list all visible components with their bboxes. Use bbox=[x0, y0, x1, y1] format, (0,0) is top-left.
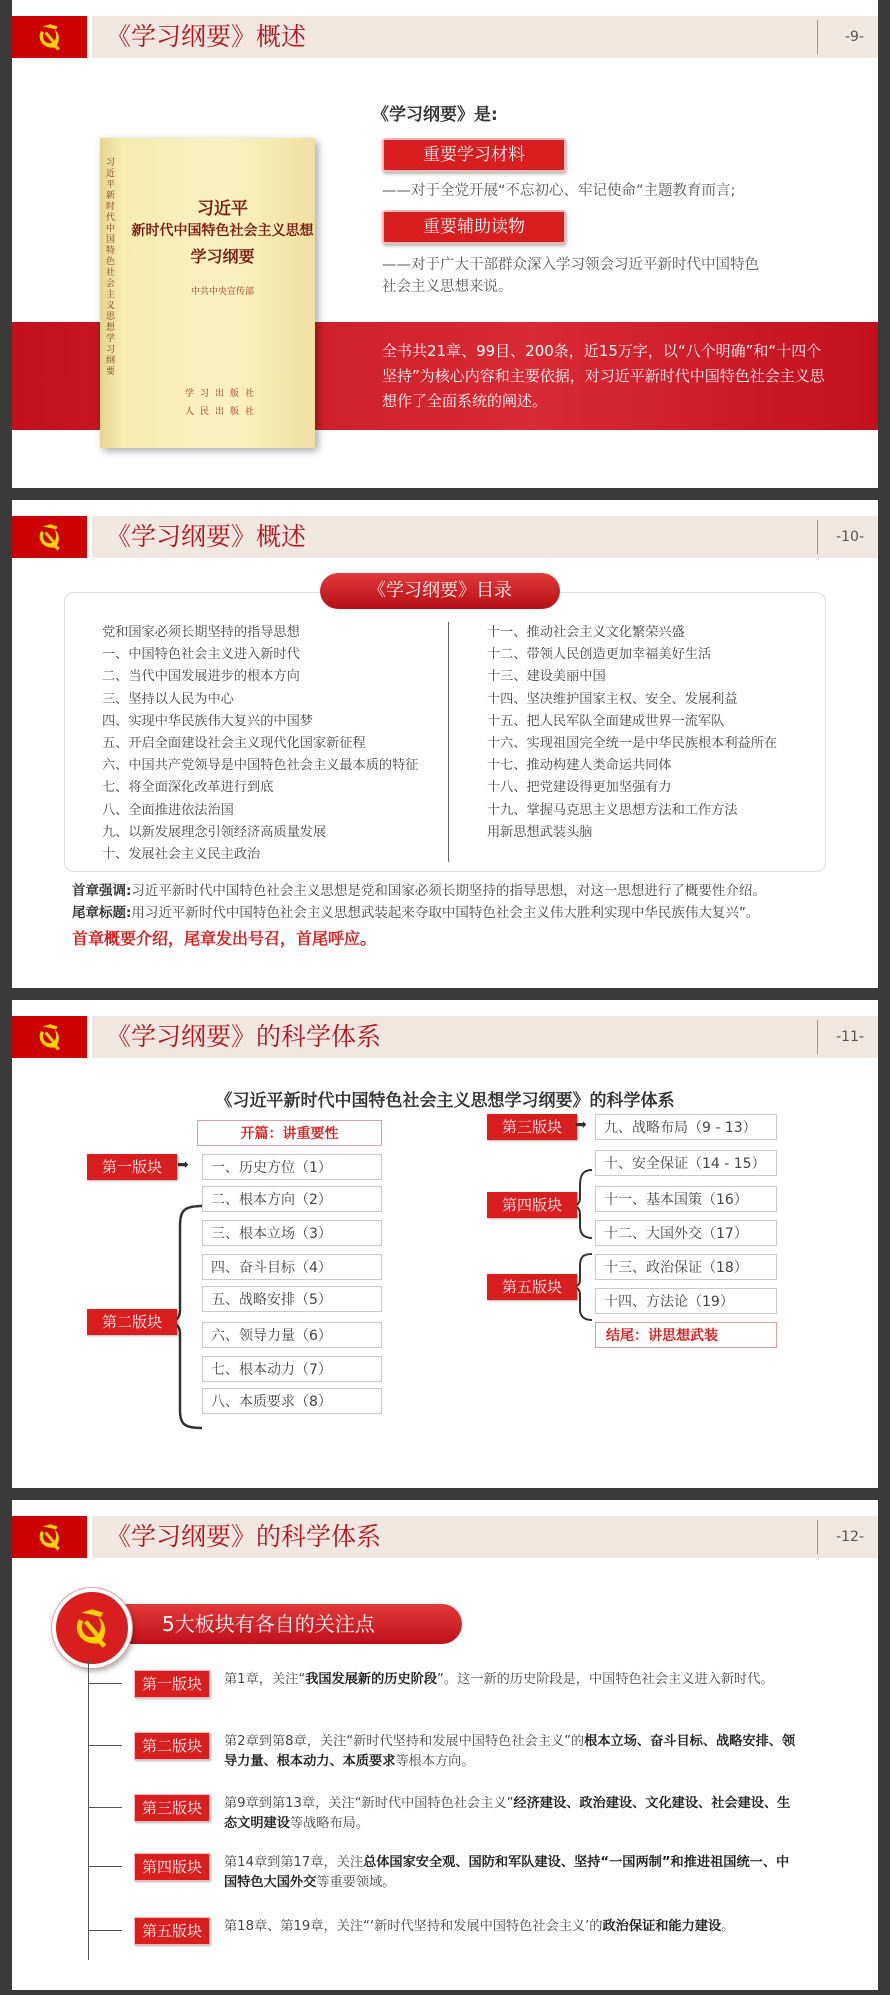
item-box: 一、历史方位（1） bbox=[202, 1154, 382, 1180]
connector-line bbox=[88, 1745, 122, 1746]
item-box: 四、奋斗目标（4） bbox=[202, 1254, 382, 1280]
page-number: -9- bbox=[844, 29, 864, 45]
toc-item: 十五、把人民军队全面建成世界一流军队 bbox=[487, 713, 725, 729]
party-emblem-icon bbox=[12, 16, 87, 58]
last-chapter-note bbox=[72, 902, 759, 924]
desc-bold: 总体国家安全观、国防和军队建设、坚持“一国两制”和推进祖国统一、中国特色大国外交 bbox=[224, 1855, 790, 1890]
toc-item: 十六、实现祖国完全统一是中华民族根本利益所在 bbox=[487, 736, 778, 752]
toc-title: 《学习纲要》目录 bbox=[320, 573, 560, 609]
toc-item: 六、中国共产党领导是中国特色社会主义最本质的特征 bbox=[102, 758, 419, 774]
tag-auxiliary-reading: 重要辅助读物 bbox=[382, 210, 566, 244]
book-press: 学习出版社 bbox=[184, 389, 260, 399]
toc-item: 十八、把党建设得更加坚强有力 bbox=[487, 780, 672, 796]
toc-divider bbox=[448, 622, 449, 862]
toc-item: 九、以新发展理念引领经济高质量发展 bbox=[102, 824, 327, 840]
summary-red-line: 首章概要介绍，尾章发出号召，首尾呼应。 bbox=[72, 929, 377, 948]
toc-item: 八、全面推进依法治国 bbox=[102, 802, 234, 818]
connector-line bbox=[88, 1930, 122, 1931]
desc-text: 第9章到第13章，关注“新时代中国特色社会主义” bbox=[224, 1796, 514, 1811]
system-heading: 《习近平新时代中国特色社会主义思想学习纲要》的科学体系 bbox=[215, 1091, 675, 1111]
toc-item: 三、坚持以人民为中心 bbox=[102, 691, 234, 707]
book-title-line: 新时代中国特色社会主义思想 bbox=[131, 223, 314, 239]
book-publisher: 中共中央宣传部 bbox=[190, 287, 254, 297]
item-box: 五、战略安排（5） bbox=[202, 1286, 382, 1312]
toc-item: 二、当代中国发展进步的根本方向 bbox=[102, 669, 300, 685]
block-2-tag: 第二版块 bbox=[87, 1309, 177, 1335]
arrow-right-icon: ➡ bbox=[177, 1157, 189, 1173]
connector-line bbox=[88, 1683, 122, 1684]
desc-text: 第14章到第17章，关注 bbox=[224, 1855, 364, 1870]
item-box: 六、领导力量（6） bbox=[202, 1322, 382, 1348]
toc-right-column bbox=[487, 622, 777, 844]
desc-text: 。 bbox=[721, 1919, 735, 1934]
desc-line: ——对于广大干部群众深入学习领会习近平新时代中国特色 bbox=[382, 257, 759, 273]
toc-item: 十三、建设美丽中国 bbox=[487, 669, 606, 685]
slide-title: 《学习纲要》的科学体系 bbox=[106, 1522, 382, 1551]
first-chapter-note bbox=[72, 880, 766, 902]
toc-item: 十一、推动社会主义文化繁荣兴盛 bbox=[487, 625, 685, 640]
desc-line: ——对于全党开展“不忘初心、牢记使命”主题教育而言; bbox=[382, 183, 736, 199]
connector-line bbox=[88, 1660, 89, 1960]
item-box: 八、本质要求（8） bbox=[202, 1388, 382, 1414]
block-desc bbox=[224, 1917, 799, 1937]
toc-item: 十四、坚决维护国家主权、安全、发展利益 bbox=[487, 691, 738, 707]
block-3-tag: 第三版块 bbox=[487, 1114, 577, 1140]
book-cover bbox=[100, 138, 315, 448]
toc-left-column bbox=[102, 622, 419, 866]
slide-10 bbox=[12, 500, 878, 988]
toc-item: 十、发展社会主义民主政治 bbox=[102, 847, 261, 863]
toc-item: 十七、推动构建人类命运共同体 bbox=[487, 758, 672, 774]
desc-text: 等根本方向。 bbox=[395, 1754, 475, 1769]
desc-text: 等重要领域。 bbox=[316, 1875, 396, 1890]
slide-title: 《学习纲要》概述 bbox=[106, 22, 307, 51]
item-box: 十二、大国外交（17） bbox=[595, 1220, 777, 1246]
slide-title: 《学习纲要》概述 bbox=[106, 522, 307, 551]
desc-text: 等战略布局。 bbox=[289, 1816, 370, 1831]
book-press: 人民出版社 bbox=[184, 407, 260, 417]
block-desc bbox=[224, 1732, 799, 1772]
toc-item: 十二、带领人民创造更加幸福美好生活 bbox=[487, 647, 712, 663]
block-tag: 第二版块 bbox=[134, 1732, 210, 1760]
tag-study-material: 重要学习材料 bbox=[382, 138, 566, 172]
connector-line bbox=[88, 1866, 122, 1867]
toc-item: 四、实现中华民族伟大复兴的中国梦 bbox=[102, 713, 313, 729]
desc-bold: 政治保证和能力建设 bbox=[602, 1919, 722, 1934]
arrow-right-icon: ➡ bbox=[575, 1117, 587, 1133]
lead-label: 《学习纲要》是: bbox=[372, 105, 498, 125]
toc-item: 七、将全面深化改革进行到底 bbox=[102, 780, 274, 796]
block-desc bbox=[224, 1794, 799, 1834]
note-label: 首章强调: bbox=[72, 883, 132, 899]
desc-text: ”。这一新的历史阶段是，中国特色社会主义进入新时代。 bbox=[437, 1672, 774, 1687]
toc-item: 五、开启全面建设社会主义现代化国家新征程 bbox=[102, 736, 366, 752]
block-tag: 第一版块 bbox=[134, 1670, 210, 1698]
book-title-line: 习近平 bbox=[197, 199, 248, 219]
desc-line: 社会主义思想来说。 bbox=[382, 279, 513, 295]
party-emblem-icon bbox=[12, 516, 87, 558]
slide-header bbox=[12, 16, 878, 58]
page-number: -12- bbox=[836, 1529, 864, 1545]
item-box: 九、战略布局（9 - 13） bbox=[595, 1114, 777, 1140]
party-emblem-icon bbox=[52, 1588, 132, 1668]
page-number: -10- bbox=[836, 529, 864, 545]
slide-title: 《学习纲要》的科学体系 bbox=[106, 1022, 382, 1051]
page-number: -11- bbox=[836, 1029, 864, 1045]
slide-12 bbox=[12, 1500, 878, 1990]
block-1-tag: 第一版块 bbox=[87, 1154, 177, 1180]
item-box: 十四、方法论（19） bbox=[595, 1288, 777, 1314]
connector-line bbox=[88, 1807, 122, 1808]
item-box: 七、根本动力（7） bbox=[202, 1356, 382, 1382]
desc-bold: 我国发展新的历史阶段 bbox=[305, 1672, 438, 1687]
opening-box: 开篇：讲重要性 bbox=[197, 1120, 382, 1146]
ending-box: 结尾：讲思想武装 bbox=[595, 1322, 777, 1348]
item-box: 三、根本立场（3） bbox=[202, 1220, 382, 1246]
item-box: 十一、基本国策（16） bbox=[595, 1186, 777, 1212]
block-tag: 第三版块 bbox=[134, 1794, 210, 1822]
item-box: 十、安全保证（14 - 15） bbox=[595, 1150, 777, 1176]
block-desc bbox=[224, 1853, 799, 1893]
toc-item: 党和国家必须长期坚持的指导思想 bbox=[102, 625, 300, 640]
book-title-line: 学习纲要 bbox=[190, 247, 255, 266]
desc-text: 第18章、第19章，关注“‘新时代坚持和发展中国特色社会主义’的 bbox=[224, 1919, 603, 1934]
toc-item: 十九、掌握马克思主义思想方法和工作方法 bbox=[487, 802, 738, 818]
summary-text: 全书共21章、99目、200条，近15万字，以“八个明确”和“十四个坚持”为核心内容和主要依据，对习近平新时代中国特色社会主义思想作了全面系统的阐述。 bbox=[382, 342, 825, 410]
focus-banner: 5大板块有各自的关注点 bbox=[92, 1604, 462, 1644]
block-5-tag: 第五版块 bbox=[487, 1274, 577, 1300]
desc-bold: 根本立场、奋斗目标、战略安排、领导力量、根本动力、本质要求 bbox=[224, 1734, 796, 1769]
slide-header bbox=[12, 1516, 878, 1558]
block-4-tag: 第四版块 bbox=[487, 1192, 577, 1218]
note-text: 习近平新时代中国特色社会主义思想是党和国家必须长期坚持的指导思想，对这一思想进行了概要性介绍。 bbox=[131, 883, 766, 899]
toc-item: 一、中国特色社会主义进入新时代 bbox=[102, 647, 300, 663]
slide-11 bbox=[12, 1000, 878, 1488]
slide-header bbox=[12, 516, 878, 558]
slide-9 bbox=[12, 0, 878, 488]
item-box: 十三、政治保证（18） bbox=[595, 1254, 777, 1280]
desc-bold: 经济建设、政治建设、文化建设、社会建设、生态文明建设 bbox=[224, 1796, 791, 1831]
desc-text: 第1章，关注“ bbox=[224, 1672, 306, 1687]
block-tag: 第五版块 bbox=[134, 1917, 210, 1945]
book-spine-text: 习近平新时代中国特色社会主义思想学习纲要 bbox=[106, 158, 116, 377]
party-emblem-icon bbox=[12, 1516, 87, 1558]
note-text: 用习近平新时代中国特色社会主义思想武装起来夺取中国特色社会主义伟大胜利实现中华民族伟大复兴”。 bbox=[131, 905, 760, 921]
desc-text: 第2章到第8章，关注“新时代坚持和发展中国特色社会主义”的 bbox=[224, 1734, 585, 1749]
block-desc bbox=[224, 1670, 799, 1690]
toc-item: 用新思想武装头脑 bbox=[487, 824, 593, 840]
note-label: 尾章标题: bbox=[72, 905, 132, 921]
block-tag: 第四版块 bbox=[134, 1853, 210, 1881]
item-box: 二、根本方向（2） bbox=[202, 1186, 382, 1212]
